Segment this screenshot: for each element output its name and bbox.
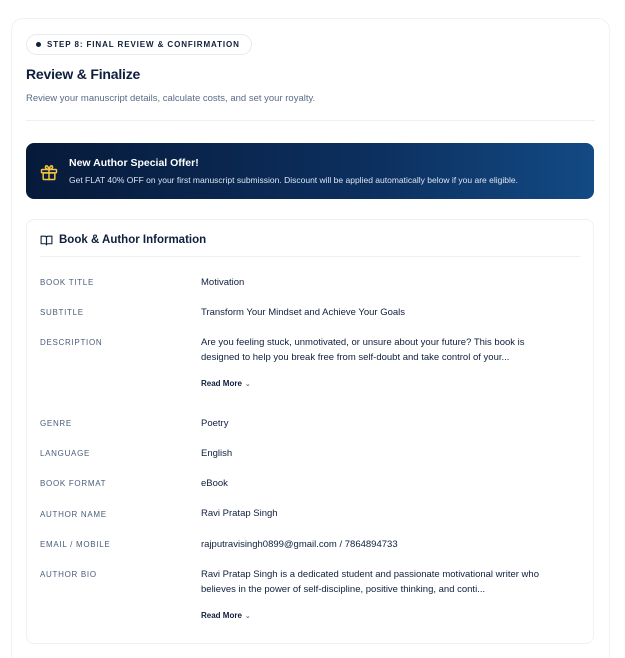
row-label-genre: GENRE — [40, 419, 72, 428]
info-title: Book & Author Information — [59, 234, 207, 246]
read-more-label: Read More — [201, 611, 242, 620]
row-label-book-format: BOOK FORMAT — [40, 479, 107, 488]
page-subtitle: Review your manuscript details, calculate costs, and set your royalty. — [26, 93, 316, 104]
row-value-description: Are you feeling stuck, unmotivated, or unsure about your future? This book is designed to help you break free from self-doubt and take control of your... — [201, 337, 525, 363]
row-label-book-title: BOOK TITLE — [40, 278, 94, 287]
special-offer-banner — [26, 143, 594, 199]
info-header — [40, 234, 206, 246]
step-badge — [26, 34, 252, 55]
row-value-author-bio: Ravi Pratap Singh is a dedicated student and passionate motivational writer who believes in the power of self-discipline, positive thinking, and conti... — [201, 569, 539, 595]
gift-icon — [39, 162, 59, 182]
info-divider — [40, 256, 580, 257]
row-value-email-mobile: rajputravisingh0899@gmail.com / 7864894733 — [201, 539, 398, 550]
offer-title: New Author Special Offer! — [69, 157, 199, 169]
row-value-book-format: eBook — [201, 478, 228, 489]
read-more-label: Read More — [201, 379, 242, 388]
row-label-author-name: AUTHOR NAME — [40, 510, 107, 519]
row-value-genre: Poetry — [201, 418, 229, 429]
offer-text: Get FLAT 40% OFF on your first manuscript submission. Discount will be applied automatically below if you are eligible. — [69, 175, 518, 185]
row-label-language: LANGUAGE — [40, 449, 91, 458]
row-value-book-title: Motivation — [201, 277, 245, 288]
chevron-down-icon: ⌄ — [244, 612, 251, 620]
step-dot-icon — [36, 42, 41, 47]
row-value-author-name: Ravi Pratap Singh — [201, 508, 278, 519]
description-read-more-button[interactable] — [201, 379, 251, 388]
row-label-description: DESCRIPTION — [40, 338, 103, 347]
bio-read-more-button[interactable] — [201, 611, 251, 620]
book-open-icon — [40, 235, 53, 246]
row-value-language: English — [201, 448, 233, 459]
row-label-email-mobile: EMAIL / MOBILE — [40, 540, 111, 549]
step-label: STEP 8: FINAL REVIEW & CONFIRMATION — [47, 40, 240, 49]
page-title: Review & Finalize — [26, 66, 141, 82]
chevron-down-icon: ⌄ — [244, 380, 251, 388]
row-value-subtitle: Transform Your Mindset and Achieve Your Goals — [201, 307, 406, 318]
row-label-subtitle: SUBTITLE — [40, 308, 84, 317]
header-divider — [26, 120, 595, 121]
row-label-author-bio: AUTHOR BIO — [40, 570, 97, 579]
